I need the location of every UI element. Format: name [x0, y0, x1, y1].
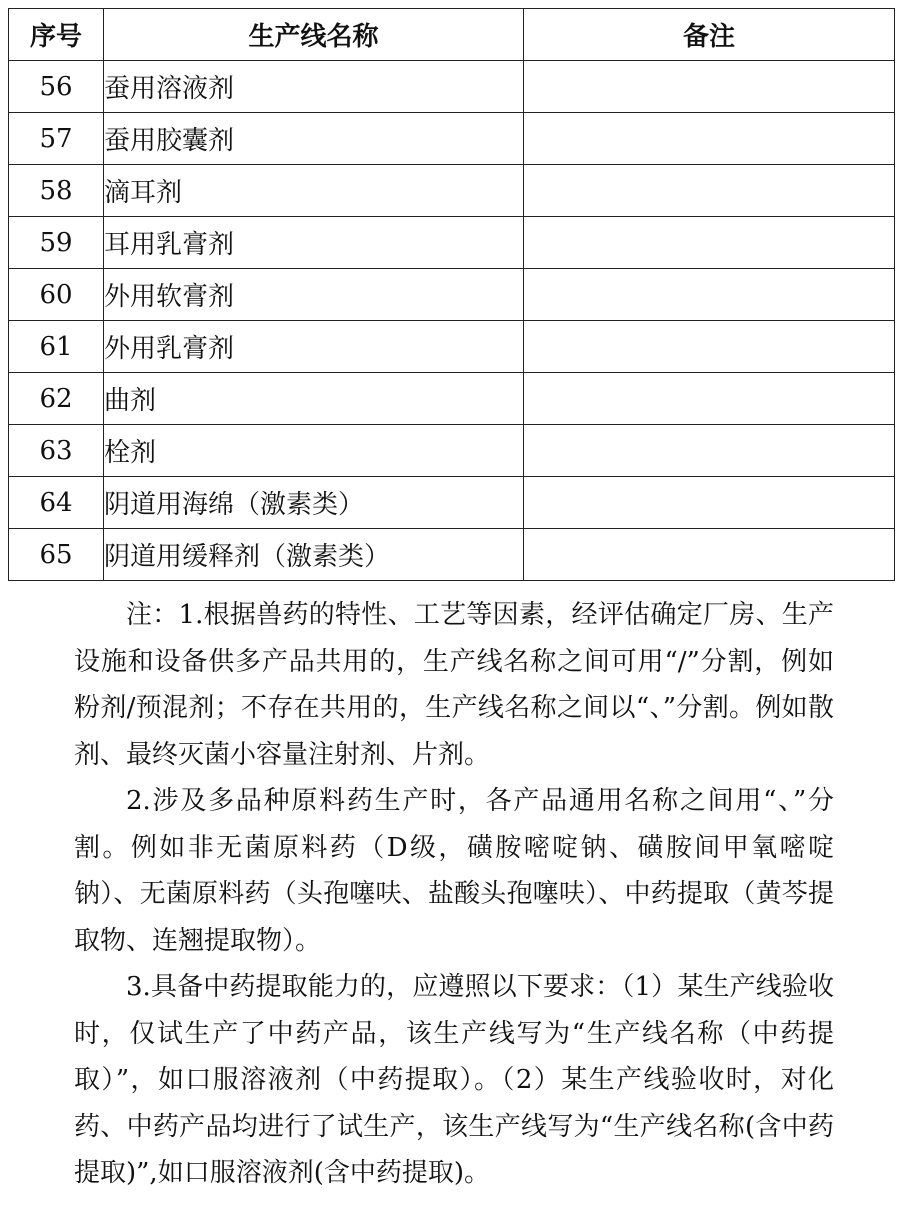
table-row	[9, 425, 895, 477]
table-row	[9, 269, 895, 321]
row-number: 60	[9, 269, 104, 321]
row-remark	[524, 529, 895, 581]
row-line-name: 耳用乳膏剂	[104, 217, 524, 269]
row-remark	[524, 269, 895, 321]
row-line-name: 滴耳剂	[104, 165, 524, 217]
row-number: 57	[9, 113, 104, 165]
header-remark: 备注	[524, 9, 895, 61]
row-remark	[524, 425, 895, 477]
row-line-name: 外用乳膏剂	[104, 321, 524, 373]
row-remark	[524, 165, 895, 217]
note-paragraph: 2.涉及多品种原料药生产时，各产品通用名称之间用“、”分割。例如非无菌原料药（D级，磺胺嘧啶钠、磺胺间甲氧嘧啶钠）、无菌原料药（头孢噻呋、盐酸头孢噻呋）、中药提取（黄芩提取物、连翘提取物）。	[74, 786, 834, 956]
row-number: 59	[9, 217, 104, 269]
row-number: 64	[9, 477, 104, 529]
table-row	[9, 321, 895, 373]
row-number: 58	[9, 165, 104, 217]
row-number: 61	[9, 321, 104, 373]
row-remark	[524, 217, 895, 269]
row-line-name: 栓剂	[104, 425, 524, 477]
header-number: 序号	[9, 9, 104, 61]
row-number: 62	[9, 373, 104, 425]
row-number: 63	[9, 425, 104, 477]
row-line-name: 阴道用海绵（激素类）	[104, 477, 524, 529]
row-remark	[524, 113, 895, 165]
row-number: 56	[9, 61, 104, 113]
table-row	[9, 113, 895, 165]
row-number: 65	[9, 529, 104, 581]
row-line-name: 蚕用溶液剂	[104, 61, 524, 113]
row-line-name: 蚕用胶囊剂	[104, 113, 524, 165]
table-row	[9, 529, 895, 581]
row-line-name: 外用软膏剂	[104, 269, 524, 321]
table-row	[9, 61, 895, 113]
note-paragraph: 3.具备中药提取能力的，应遵照以下要求：（1）某生产线验收时，仅试生产了中药产品，该生产线写为“生产线名称（中药提取）”，如口服溶液剂（中药提取）。（2）某生产线验收时，对化药、中药产品均进行了试生产，该生产线写为“生产线名称(含中药提取)”,如口服溶液剂(含中药提取)。	[74, 972, 834, 1188]
table-row	[9, 217, 895, 269]
row-remark	[524, 321, 895, 373]
row-remark	[524, 477, 895, 529]
row-line-name: 阴道用缓释剂（激素类）	[104, 529, 524, 581]
row-line-name: 曲剂	[104, 373, 524, 425]
table-row	[9, 477, 895, 529]
note-paragraph: 注：1.根据兽药的特性、工艺等因素，经评估确定厂房、生产设施和设备供多产品共用的，生产线名称之间可用“/”分割，例如粉剂/预混剂；不存在共用的，生产线名称之间以“、”分割。例如散剂、最终灭菌小容量注射剂、片剂。	[74, 600, 834, 770]
row-remark	[524, 373, 895, 425]
table-header-row	[9, 9, 895, 61]
row-remark	[524, 61, 895, 113]
production-line-table	[8, 8, 895, 581]
table-row	[9, 373, 895, 425]
table-row	[9, 165, 895, 217]
header-line-name: 生产线名称	[104, 9, 524, 61]
notes-section	[74, 592, 834, 1197]
